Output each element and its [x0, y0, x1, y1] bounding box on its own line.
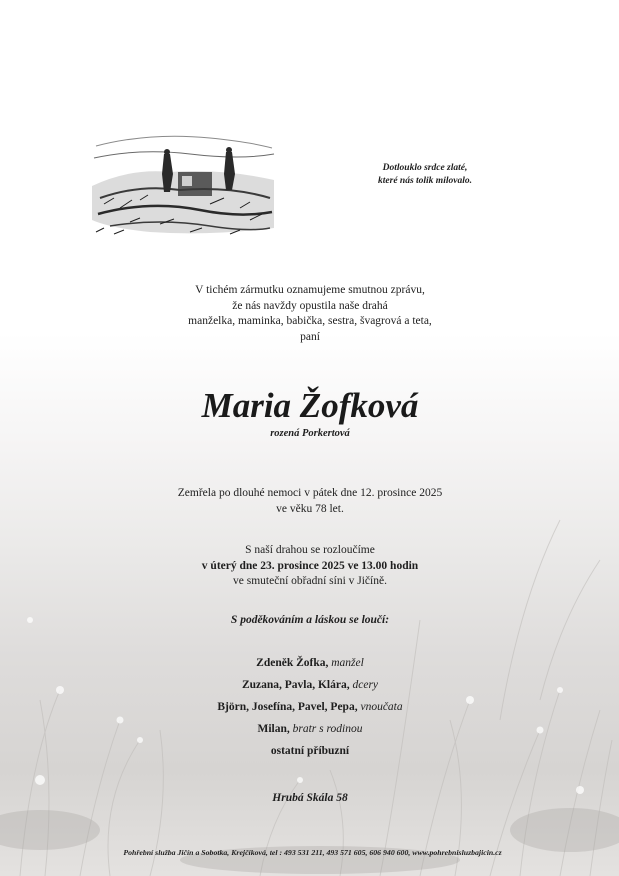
ceremony-date: v úterý dne 23. prosince 2025 ve 13.00 hodin [201, 559, 419, 572]
mourners-list [110, 652, 510, 762]
address: Hrubá Skála 58 [272, 792, 348, 804]
mourner-row [110, 740, 510, 762]
mourner-relation: bratr s rodinou [292, 723, 363, 735]
mourner-row [110, 674, 510, 696]
ceremony-place: ve smuteční obřadní síni v Jičíně. [233, 575, 387, 587]
mourner-names: ostatní příbuzní [270, 745, 350, 757]
quote-line-1: Dotlouklo srdce zlaté, [382, 163, 468, 173]
ceremony-line-1: S naší drahou se rozloučíme [245, 544, 375, 556]
mourner-relation: vnoučata [360, 701, 403, 713]
mourner-names: Zuzana, Pavla, Klára, [241, 679, 350, 691]
mourner-row [110, 718, 510, 740]
landscape-sketch-image [90, 128, 276, 240]
maiden-name: rozená Porkertová [270, 428, 350, 439]
intro-line-4: paní [300, 330, 320, 343]
intro-line-2: že nás navždy opustila naše drahá [232, 299, 388, 312]
memorial-quote [360, 162, 490, 188]
deceased-name: Maria Žofková [201, 386, 419, 425]
funeral-service-footer: Pohřební služba Jičín a Sobotka, Krejčíková, tel : 493 531 211, 493 571 605, 606 940 600, www.pohrebnisluzbajicin.cz [123, 848, 502, 857]
mourner-names: Zdeněk Žofka, [256, 657, 329, 669]
thanks-heading: S poděkováním a láskou se loučí: [230, 614, 390, 626]
mourner-row [110, 696, 510, 718]
mourner-names: Björn, Josefína, Pavel, Pepa, [217, 701, 358, 713]
intro-line-3: manželka, maminka, babička, sestra, švagrová a teta, [188, 315, 432, 327]
mourner-relation: dcery [352, 679, 379, 691]
death-line-1: Zemřela po dlouhé nemoci v pátek dne 12. prosince 2025 [177, 487, 443, 499]
mourner-names: Milan, [257, 723, 290, 735]
quote-line-2: které nás tolik milovalo. [378, 176, 472, 186]
death-notice [110, 486, 510, 517]
death-line-2: ve věku 78 let. [276, 502, 344, 515]
mourner-relation: manžel [331, 657, 364, 669]
mourner-row [110, 652, 510, 674]
announcement-intro [110, 283, 510, 345]
ceremony-info [110, 543, 510, 590]
intro-line-1: V tichém zármutku oznamujeme smutnou zprávu, [195, 284, 425, 296]
